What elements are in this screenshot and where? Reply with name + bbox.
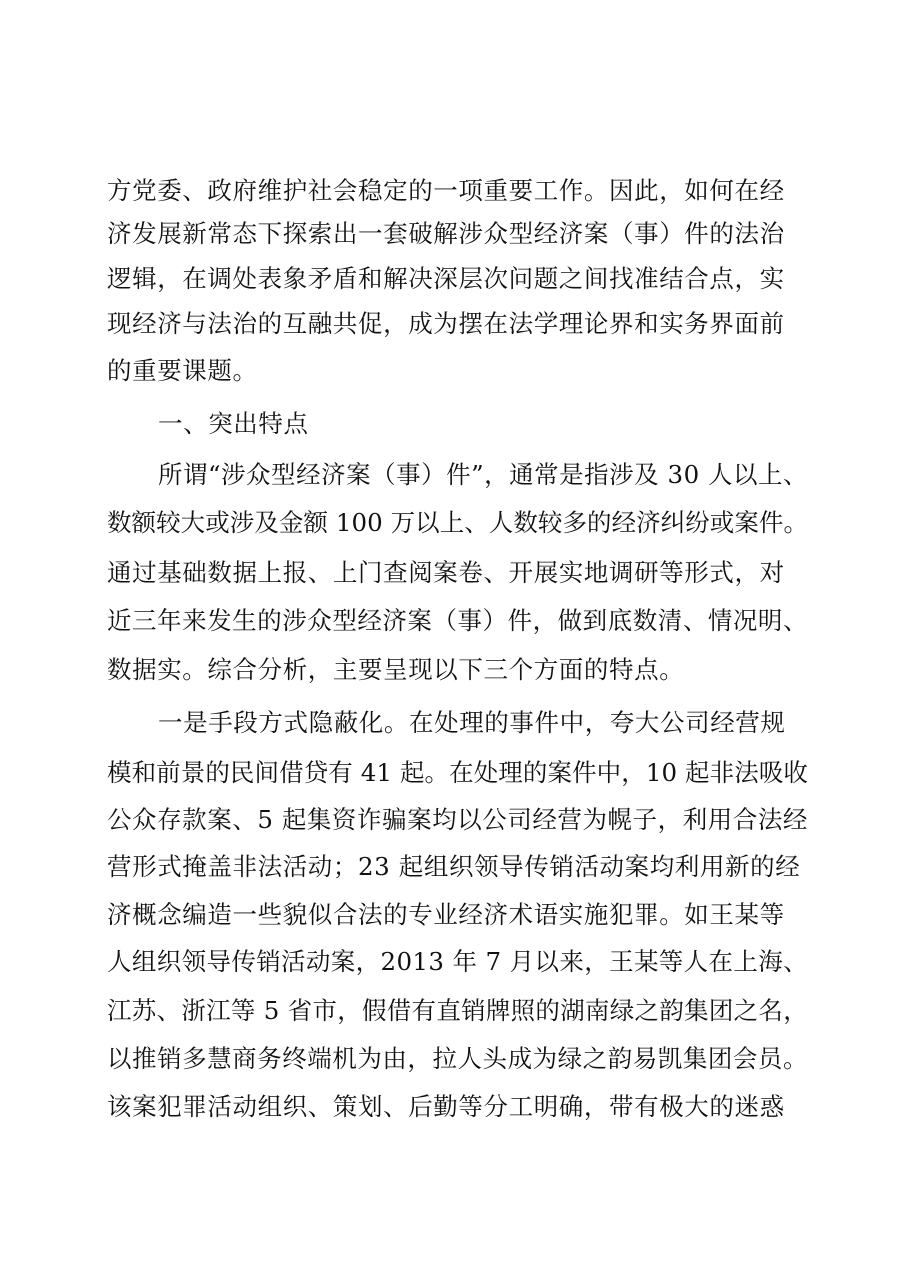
text-line: 近三年来发生的涉众型经济案（事）件，做到底数清、情况明、	[107, 606, 808, 635]
text-line: 济发展新常态下探索出一套破解涉众型经济案（事）件的法治	[107, 219, 785, 248]
text-line: 逻辑，在调处表象矛盾和解决深层次问题之间找准结合点，实	[107, 264, 785, 293]
text-line: 该案犯罪活动组织、策划、后勤等分工明确，带有极大的迷惑	[107, 1092, 785, 1121]
text-line: 方党委、政府维护社会稳定的一项重要工作。因此，如何在经	[107, 176, 785, 205]
text-line: 营形式掩盖非法活动；23 起组织领导传销活动案均利用新的经	[107, 852, 801, 881]
text-line: 所谓“涉众型经济案（事）件”，通常是指涉及 30 人以上、	[158, 460, 808, 489]
text-line: 通过基础数据上报、上门查阅案卷、开展实地调研等形式，对	[107, 558, 785, 587]
text-line: 人组织领导传销活动案，2013 年 7 月以来，王某等人在上海、	[107, 947, 808, 976]
text-line: 数额较大或涉及金额 100 万以上、人数较多的经济纠纷或案件。	[107, 508, 808, 537]
text-line: 数据实。综合分析，主要呈现以下三个方面的特点。	[107, 655, 685, 684]
text-line: 济概念编造一些貌似合法的专业经济术语实施犯罪。如王某等	[107, 900, 785, 929]
text-line: 公众存款案、5 起集资诈骗案均以公司经营为幌子，利用合法经	[107, 805, 808, 834]
text-line: 模和前景的民间借贷有 41 起。在处理的案件中，10 起非法吸收	[107, 758, 808, 787]
text-line: 江苏、浙江等 5 省市，假借有直销牌照的湖南绿之韵集团之名，	[107, 996, 808, 1025]
text-line: 现经济与法治的互融共促，成为摆在法学理论界和实务界面前	[107, 309, 785, 338]
text-line: 以推销多慧商务终端机为由，拉人头成为绿之韵易凯集团会员。	[107, 1044, 808, 1073]
text-line: 一是手段方式隐蔽化。在处理的事件中，夸大公司经营规	[158, 708, 786, 737]
text-line: 的重要课题。	[107, 356, 258, 385]
section-heading: 一、突出特点	[158, 409, 309, 438]
